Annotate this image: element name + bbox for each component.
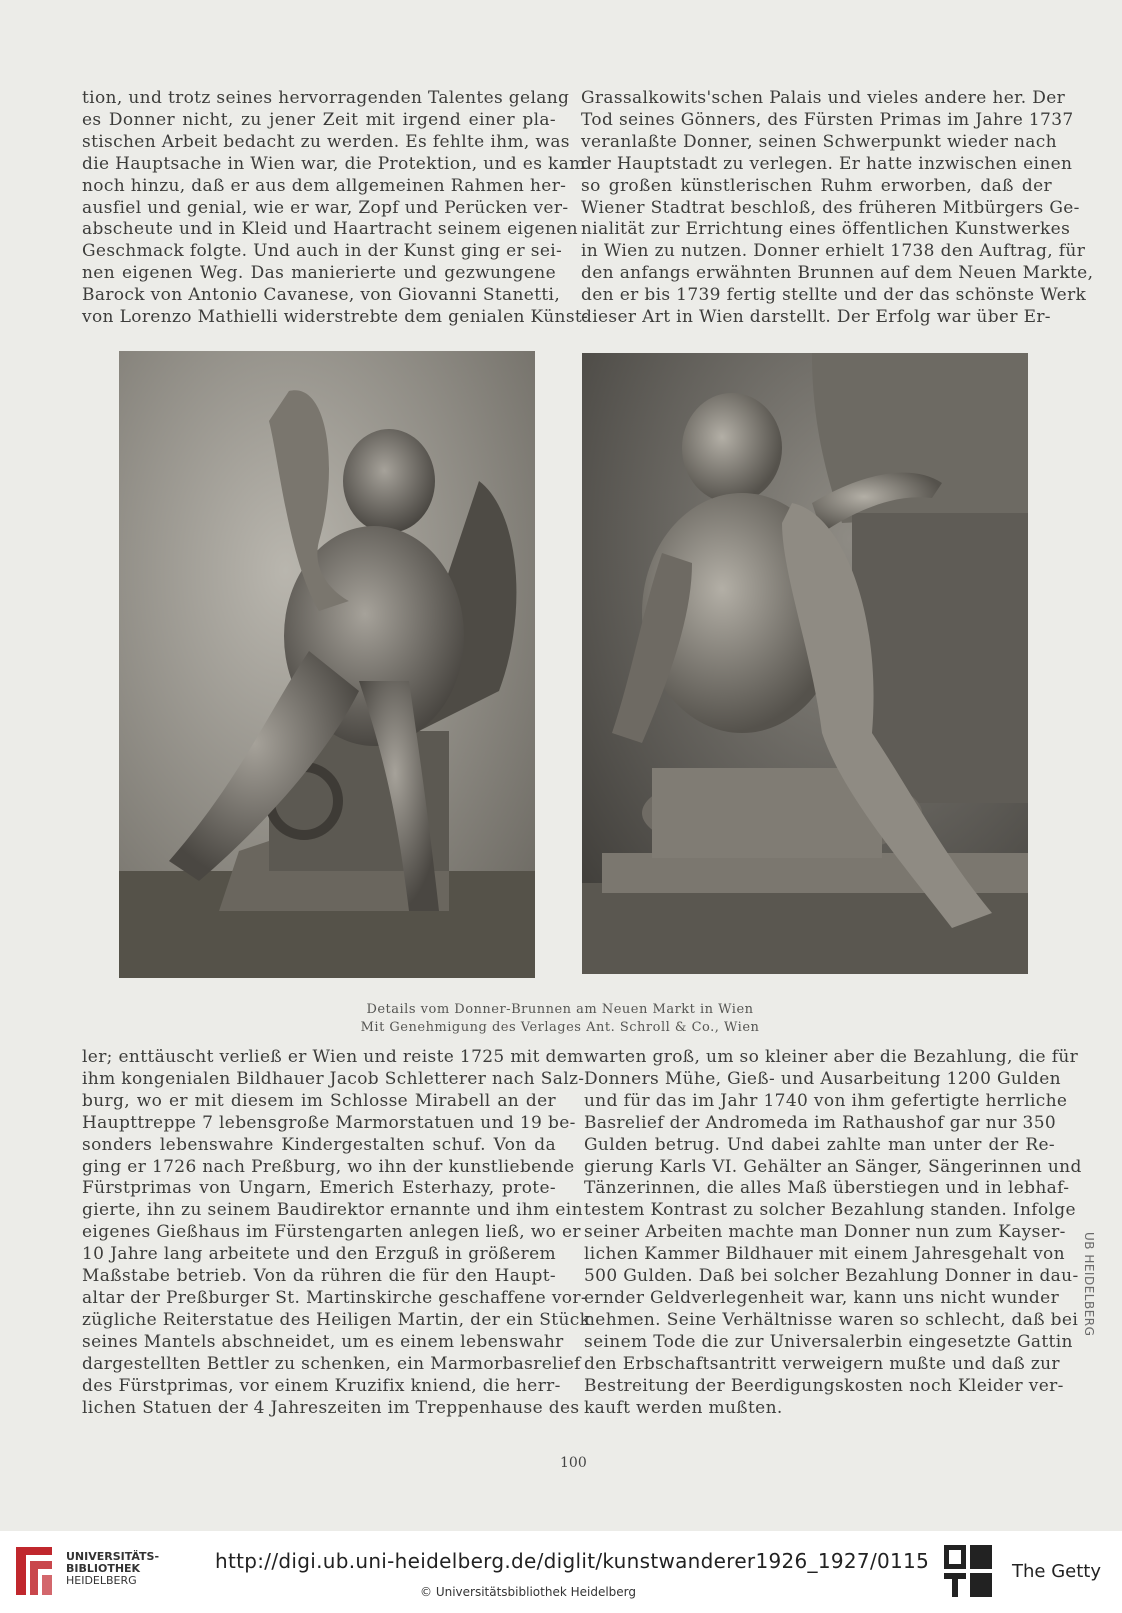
text-line: lichen Kammer Bildhauer mit einem Jahresgehalt von — [584, 1244, 1065, 1265]
text-line: Basrelief der Andromeda im Rathaushof gar nur 350 — [584, 1112, 1057, 1133]
text-line: zügliche Reiterstatue des Heiligen Martin, der ein Stück — [82, 1309, 591, 1330]
text-line: burg, wo er mit diesem im Schlosse Mirabell an der — [82, 1090, 556, 1111]
getty-wordmark: The Getty — [1012, 1561, 1101, 1582]
text-line: kauft werden mußten. — [584, 1397, 783, 1418]
text-line: seines Mantels abschneidet, um es einem lebenswahr — [82, 1331, 564, 1352]
text-line: dieser Art in Wien darstellt. Der Erfolg war über Er- — [581, 307, 1051, 328]
text-line: Fürstprimas von Ungarn, Emerich Esterhazy, prote- — [82, 1178, 556, 1199]
permalink-url[interactable]: http://digi.ub.uni-heidelberg.de/diglit/kunstwanderer1926_1927/0115 — [215, 1549, 930, 1573]
ub-line-1: UNIVERSITÄTS- — [66, 1550, 160, 1563]
figure-caption-credit: Mit Genehmigung des Verlages Ant. Schroll & Co., Wien — [360, 1020, 760, 1035]
text-line: 500 Gulden. Daß bei solcher Bezahlung Donner in dau- — [584, 1266, 1079, 1287]
text-column-top-right — [581, 88, 1094, 329]
text-line: den Erbschaftsantritt verweigern mußte und daß zur — [584, 1353, 1060, 1374]
getty-logo-icon — [942, 1543, 994, 1599]
text-line: veranlaßte Donner, seinen Schwerpunkt wieder nach — [581, 131, 1057, 152]
footer-bar — [0, 1531, 1122, 1613]
text-column-top-left — [82, 88, 589, 329]
text-line: seiner Arbeiten machte man Donner nun zum Kayser- — [584, 1222, 1066, 1243]
text-line: ging er 1726 nach Preßburg, wo ihn der kunstliebende — [82, 1156, 575, 1177]
text-line: ernder Geldverlegenheit war, kann uns nicht wunder — [584, 1287, 1060, 1308]
text-line: abscheute und in Kleid und Haartracht seinem eigenen — [82, 219, 578, 240]
copyright-notice: © Universitätsbibliothek Heidelberg — [420, 1585, 637, 1599]
text-column-bottom-left — [82, 1047, 591, 1419]
text-line: lichen Statuen der 4 Jahreszeiten im Treppenhause des — [82, 1397, 580, 1418]
figure-caption-title: Details vom Donner-Brunnen am Neuen Markt in Wien — [366, 1002, 754, 1017]
ub-line-2: BIBLIOTHEK — [66, 1562, 141, 1575]
text-line: nialität zur Errichtung eines öffentlichen Kunstwerkes — [581, 219, 1071, 240]
page-number: 100 — [560, 1455, 587, 1471]
text-line: Geschmack folgte. Und auch in der Kunst ging er sei- — [82, 241, 563, 262]
sculpture-photo-putto-with-fish-at-pillar — [582, 353, 1028, 974]
text-line: eigenes Gießhaus im Fürstengarten anlegen ließ, wo er — [82, 1222, 581, 1243]
text-line: von Lorenzo Mathielli widerstrebte dem genialen Künst- — [82, 307, 589, 328]
text-line: ausfiel und genial, wie er war, Zopf und Perücken ver- — [82, 197, 569, 218]
text-line: gierte, ihn zu seinem Baudirektor ernannte und ihm ein — [82, 1200, 583, 1221]
text-line: ihm kongenialen Bildhauer Jacob Schletterer nach Salz- — [82, 1068, 585, 1089]
text-line: tion, und trotz seines hervorragenden Talentes gelang — [82, 88, 570, 108]
text-line: Tänzerinnen, die alles Maß überstiegen und in lebhaf- — [584, 1178, 1070, 1199]
text-line: sonders lebenswahre Kindergestalten schuf. Von da — [82, 1134, 556, 1155]
text-line: warten groß, um so kleiner aber die Bezahlung, die für — [584, 1047, 1079, 1067]
ub-heidelberg-logo-icon — [12, 1541, 56, 1601]
text-line: Gulden betrug. Und dabei zahlte man unter der Re- — [584, 1134, 1055, 1155]
text-line: noch hinzu, daß er aus dem allgemeinen Rahmen her- — [82, 175, 567, 196]
text-line: Bestreitung der Beerdigungskosten noch Kleider ver- — [584, 1375, 1064, 1396]
text-line: stischen Arbeit bedacht zu werden. Es fehlte ihm, was — [82, 131, 570, 152]
text-line: in Wien zu nutzen. Donner erhielt 1738 den Auftrag, für — [581, 241, 1086, 262]
text-line: Wiener Stadtrat beschloß, des früheren Mitbürgers Ge- — [581, 197, 1080, 218]
text-line: nehmen. Seine Verhältnisse waren so schlecht, daß bei — [584, 1309, 1079, 1330]
ub-line-3: HEIDELBERG — [66, 1574, 137, 1587]
text-line: Grassalkowits'schen Palais und vieles andere her. Der — [581, 88, 1066, 108]
text-line: den anfangs erwähnten Brunnen auf dem Neuen Markte, — [581, 263, 1094, 284]
library-stamp: UB HEIDELBERG — [1082, 1232, 1096, 1337]
text-line: Haupttreppe 7 lebensgroße Marmorstatuen und 19 be- — [82, 1112, 576, 1133]
text-line: Tod seines Gönners, des Fürsten Primas im Jahre 1737 — [581, 109, 1074, 130]
text-line: seinem Tode die zur Universalerbin eingesetzte Gattin — [584, 1331, 1073, 1352]
text-line: Maßstabe betrieb. Von da rühren die für den Haupt- — [82, 1266, 556, 1287]
text-line: den er bis 1739 fertig stellte und der das schönste Werk — [581, 285, 1087, 306]
text-line: Barock von Antonio Cavanese, von Giovanni Stanetti, — [82, 285, 561, 306]
sculpture-photo-putto-with-fish — [119, 351, 535, 978]
text-column-bottom-right — [584, 1047, 1082, 1419]
ub-heidelberg-wordmark — [66, 1551, 159, 1587]
text-line: 10 Jahre lang arbeitete und den Erzguß in größerem — [82, 1244, 556, 1265]
text-line: die Hauptsache in Wien war, die Protektion, und es kam — [82, 153, 586, 174]
text-line: es Donner nicht, zu jener Zeit mit irgend einer pla- — [82, 109, 556, 130]
text-line: und für das im Jahr 1740 von ihm gefertigte herrliche — [584, 1090, 1068, 1111]
text-line: des Fürstprimas, vor einem Kruzifix kniend, die herr- — [82, 1375, 561, 1396]
text-line: nen eigenen Weg. Das manierierte und gezwungene — [82, 263, 556, 284]
text-line: der Hauptstadt zu verlegen. Er hatte inzwischen einen — [581, 153, 1073, 174]
text-line: ler; enttäuscht verließ er Wien und reiste 1725 mit dem — [82, 1047, 584, 1067]
text-line: altar der Preßburger St. Martinskirche geschaffene vor- — [82, 1287, 587, 1308]
text-line: so großen künstlerischen Ruhm erworben, daß der — [581, 175, 1052, 196]
text-line: testem Kontrast zu solcher Bezahlung standen. Infolge — [584, 1200, 1076, 1221]
text-line: Donners Mühe, Gieß- und Ausarbeitung 1200 Gulden — [584, 1068, 1061, 1089]
text-line: dargestellten Bettler zu schenken, ein Marmorbasrelief — [82, 1353, 581, 1374]
text-line: gierung Karls VI. Gehälter an Sänger, Sängerinnen und — [584, 1156, 1082, 1177]
